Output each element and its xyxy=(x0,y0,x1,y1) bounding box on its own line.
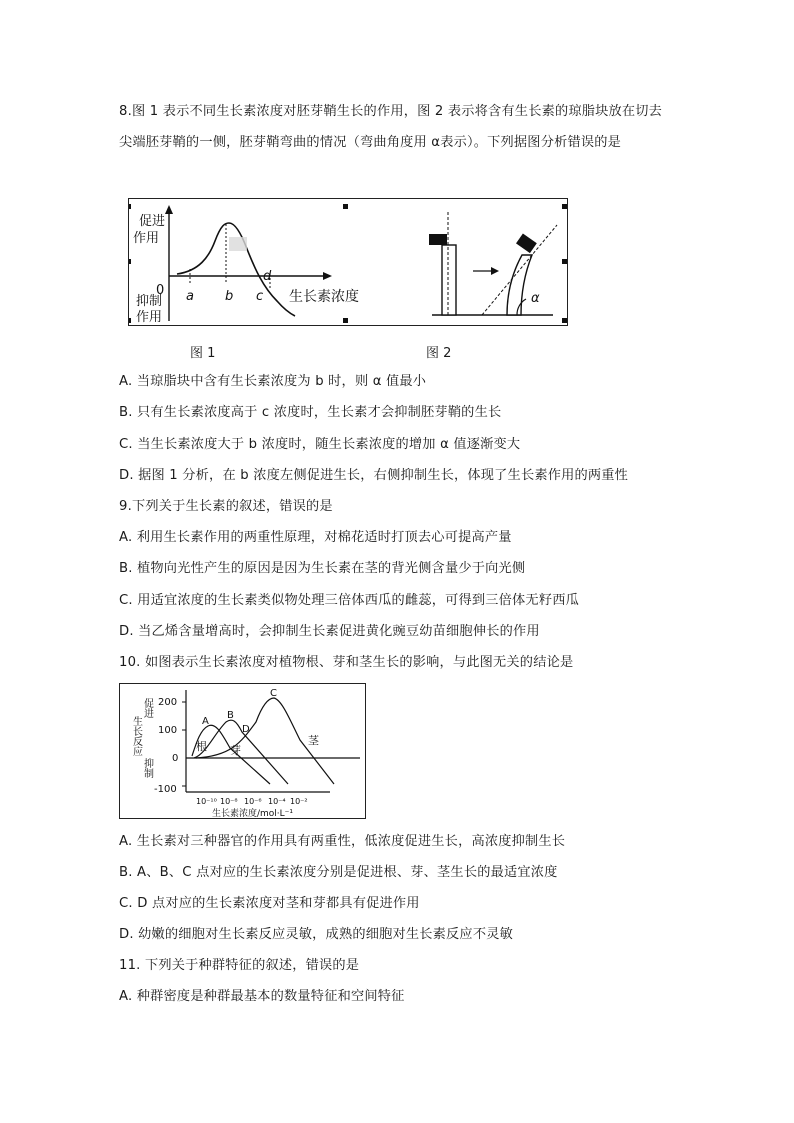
q9-option-c: C. 用适宜浓度的生长素类似物处理三倍体西瓜的雌蕊，可得到三倍体无籽西瓜 xyxy=(119,593,579,608)
q10-option-c: C. D 点对应的生长素浓度对茎和芽都具有促进作用 xyxy=(119,896,420,911)
f1-x-label: 生长素浓度 xyxy=(289,289,359,305)
q10-xtick-2: 10⁻⁸ xyxy=(220,797,238,806)
q8-option-c: C. 当生长素浓度大于 b 浓度时，随生长素浓度的增加 α 值逐渐变大 xyxy=(119,437,521,452)
blurred-label xyxy=(229,237,247,251)
figure1-caption: 图 1 xyxy=(190,346,216,361)
q10-ytick-0: 0 xyxy=(172,753,179,764)
q10-ylabel-mid: 生长反应 xyxy=(130,716,142,756)
f1-y-top-1: 促进 xyxy=(139,214,166,229)
q11-stem: 11. 下列关于种群特征的叙述，错误的是 xyxy=(119,958,360,973)
q10-stem-label: 茎 xyxy=(308,734,319,747)
figure2-caption: 图 2 xyxy=(426,346,452,361)
q9-option-d: D. 当乙烯含量增高时，会抑制生长素促进黄化豌豆幼苗细胞伸长的作用 xyxy=(119,624,540,639)
q10-point-c: C xyxy=(270,688,277,699)
q10-option-a: A. 生长素对三种器官的作用具有两重性，低浓度促进生长，高浓度抑制生长 xyxy=(119,834,566,849)
q10-xtick-1: 10⁻¹⁰ xyxy=(196,797,217,806)
q10-stem: 10. 如图表示生长素浓度对植物根、芽和茎生长的影响，与此图无关的结论是 xyxy=(119,655,574,670)
q10-ylabel-top: 促进 xyxy=(141,698,153,718)
q10-bud-label: 芽 xyxy=(230,744,241,757)
q10-root-label: 根 xyxy=(196,740,207,753)
q10-figure xyxy=(120,684,367,820)
q8-figures xyxy=(129,199,569,327)
f1-zero: 0 xyxy=(156,283,165,298)
q8-figure-frame xyxy=(128,198,568,326)
q10-ylabel-bottom: 抑制 xyxy=(141,758,153,778)
bud-curve xyxy=(194,720,288,784)
q11-option-a: A. 种群密度是种群最基本的数量特征和空间特征 xyxy=(119,989,405,1004)
q10-xtick-5: 10⁻² xyxy=(290,797,308,806)
f1-y-bottom-2: 作用 xyxy=(136,310,163,325)
f1-y-top-2: 作用 xyxy=(133,231,160,246)
figure1-graph xyxy=(133,205,359,325)
q8-stem-line1: 8.图 1 表示不同生长素浓度对胚芽鞘生长的作用，图 2 表示将含有生长素的琼脂块放在切去 xyxy=(119,104,663,119)
figure2-graph xyxy=(429,212,557,315)
figure1-curve xyxy=(177,223,295,316)
q9-stem: 9.下列关于生长素的叙述，错误的是 xyxy=(119,499,333,514)
f1-point-a: a xyxy=(186,289,194,304)
f1-point-d: d xyxy=(263,269,272,284)
f1-y-bottom-1: 抑制 xyxy=(136,294,163,309)
q10-point-a: A xyxy=(202,716,209,727)
q10-point-d: D xyxy=(242,724,250,735)
q10-xtick-4: 10⁻⁴ xyxy=(268,797,286,806)
q10-point-b: B xyxy=(227,710,234,721)
q9-option-b: B. 植物向光性产生的原因是因为生长素在茎的背光侧含量少于向光侧 xyxy=(119,561,526,576)
f1-point-b: b xyxy=(225,289,234,304)
q8-option-b: B. 只有生长素浓度高于 c 浓度时，生长素才会抑制胚芽鞘的生长 xyxy=(119,405,502,420)
q10-ytick-neg100: -100 xyxy=(154,784,177,795)
f1-point-c: c xyxy=(256,289,264,304)
q10-ytick-100: 100 xyxy=(158,725,178,736)
q10-xtick-3: 10⁻⁶ xyxy=(244,797,262,806)
f2-alpha: α xyxy=(531,291,540,306)
q10-option-d: D. 幼嫩的细胞对生长素反应灵敏，成熟的细胞对生长素反应不灵敏 xyxy=(119,927,513,942)
q10-option-b: B. A、B、C 点对应的生长素浓度分别是促进根、芽、茎生长的最适宜浓度 xyxy=(119,865,558,880)
q8-option-d: D. 据图 1 分析，在 b 浓度左侧促进生长，右侧抑制生长，体现了生长素作用的两重性 xyxy=(119,468,629,483)
q10-figure-frame xyxy=(119,683,366,819)
q8-stem-line2: 尖端胚芽鞘的一侧，胚芽鞘弯曲的情况（弯曲角度用 α表示）。下列据图分析错误的是 xyxy=(119,135,622,150)
q9-option-a: A. 利用生长素作用的两重性原理，对棉花适时打顶去心可提高产量 xyxy=(119,530,512,545)
q10-xlabel: 生长素浓度/mol·L⁻¹ xyxy=(212,809,294,819)
q10-ytick-200: 200 xyxy=(158,697,178,708)
q8-option-a: A. 当琼脂块中含有生长素浓度为 b 时，则 α 值最小 xyxy=(119,374,427,389)
